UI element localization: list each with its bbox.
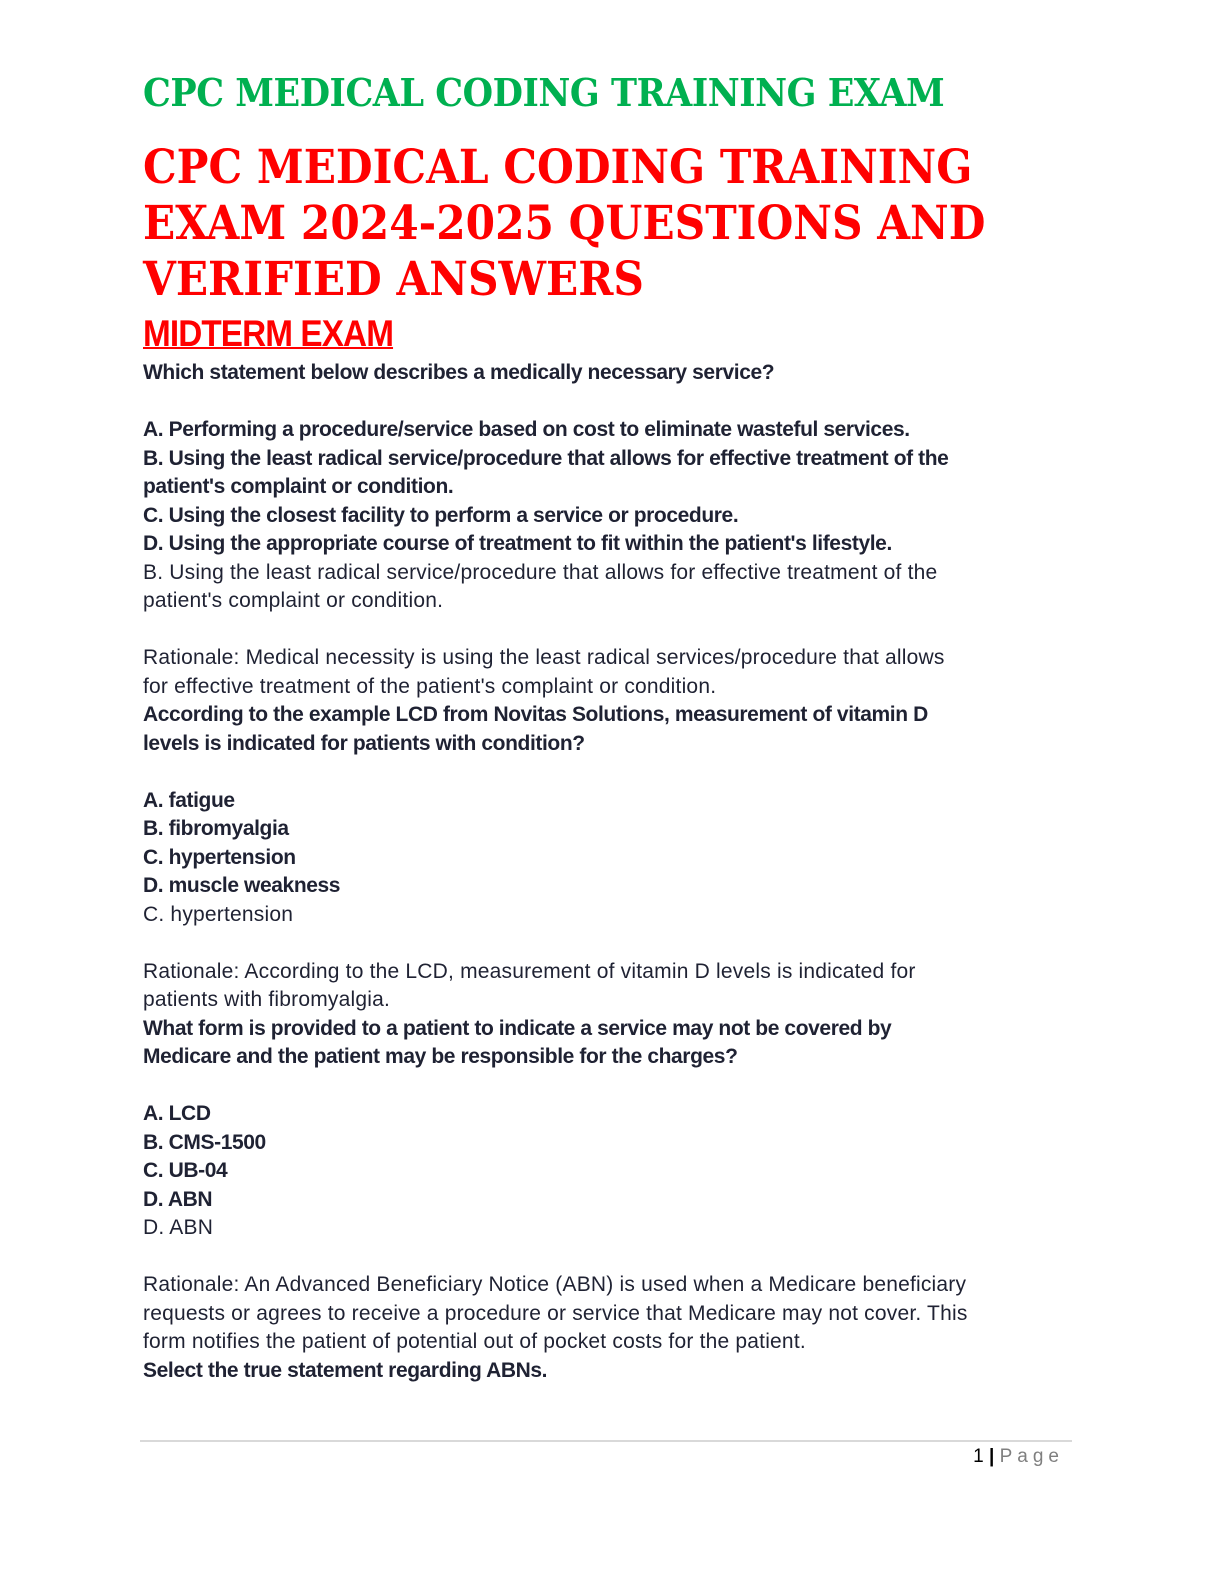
answer-text-line: C. hypertension [143, 902, 294, 926]
blank-line [143, 1072, 968, 1101]
footer-divider [140, 1440, 1072, 1442]
footer-separator: | [989, 1446, 995, 1467]
question-text-line: A. Performing a procedure/service based on cost to eliminate wasteful services. [143, 418, 910, 441]
blank-line [143, 1243, 968, 1272]
page-label: Page [999, 1446, 1064, 1467]
blank-line [143, 929, 968, 958]
answer-text-line: requests or agrees to receive a procedure or service that Medicare may not cover. This [143, 1301, 968, 1325]
question-text-line: Which statement below describes a medically necessary service? [143, 361, 775, 384]
question-text-line: Select the true statement regarding ABNs. [143, 1358, 548, 1382]
answer-text-line: Rationale: An Advanced Beneficiary Notice (ABN) is used when a Medicare beneficiary [143, 1273, 967, 1296]
blank-line [143, 758, 968, 787]
question-text-line: patient's complaint or condition. [143, 475, 454, 498]
question-text-line: D. Using the appropriate course of treatment to fit within the patient's lifestyle. [143, 532, 892, 555]
answer-text-line: for effective treatment of the patient's complaint or condition. [143, 674, 717, 698]
main-title-line: CPC MEDICAL CODING TRAINING [143, 140, 973, 195]
question-text-line: Medicare and the patient may be responsible for the charges? [143, 1045, 738, 1068]
question-text-line: levels is indicated for patients with condition? [143, 731, 585, 755]
document-body [143, 359, 968, 1385]
question-text-line: C. Using the closest facility to perform a service or procedure. [143, 503, 739, 527]
question-text-line: B. Using the least radical service/procedure that allows for effective treatment of the [143, 446, 949, 470]
answer-text-line: form notifies the patient of potential out of pocket costs for the patient. [143, 1330, 806, 1353]
question-text-line: A. LCD [143, 1102, 211, 1125]
question-text-line: A. fatigue [143, 788, 235, 812]
main-title-line: EXAM 2024-2025 QUESTIONS AND [143, 196, 986, 251]
answer-text-line: patients with fibromyalgia. [143, 988, 391, 1011]
page-number: 1 [973, 1446, 984, 1467]
blank-line [143, 616, 968, 645]
blank-line [143, 388, 968, 417]
question-text-line: D. ABN [143, 1187, 213, 1211]
answer-text-line: B. Using the least radical service/procedure that allows for effective treatment of the [143, 560, 938, 584]
answer-text-line: Rationale: According to the LCD, measurement of vitamin D levels is indicated for [143, 959, 916, 983]
document-main-title [143, 140, 985, 308]
section-title: MIDTERM EXAM [143, 313, 394, 354]
answer-text-line: Rationale: Medical necessity is using the least radical services/procedure that allows [143, 646, 945, 669]
question-text-line: B. fibromyalgia [143, 817, 289, 840]
document-top-title: CPC MEDICAL CODING TRAINING EXAM [143, 70, 945, 115]
answer-text-line: patient's complaint or condition. [143, 589, 444, 612]
question-text-line: D. muscle weakness [143, 874, 341, 897]
answer-text-line: D. ABN [143, 1216, 214, 1239]
question-text-line: What form is provided to a patient to indicate a service may not be covered by [143, 1016, 892, 1040]
page-footer [973, 1446, 1064, 1468]
question-text-line: C. UB-04 [143, 1159, 228, 1182]
question-text-line: C. hypertension [143, 845, 296, 869]
question-text-line: According to the example LCD from Novitas Solutions, measurement of vitamin D [143, 703, 928, 726]
question-text-line: B. CMS-1500 [143, 1130, 266, 1154]
main-title-line: VERIFIED ANSWERS [143, 252, 644, 307]
